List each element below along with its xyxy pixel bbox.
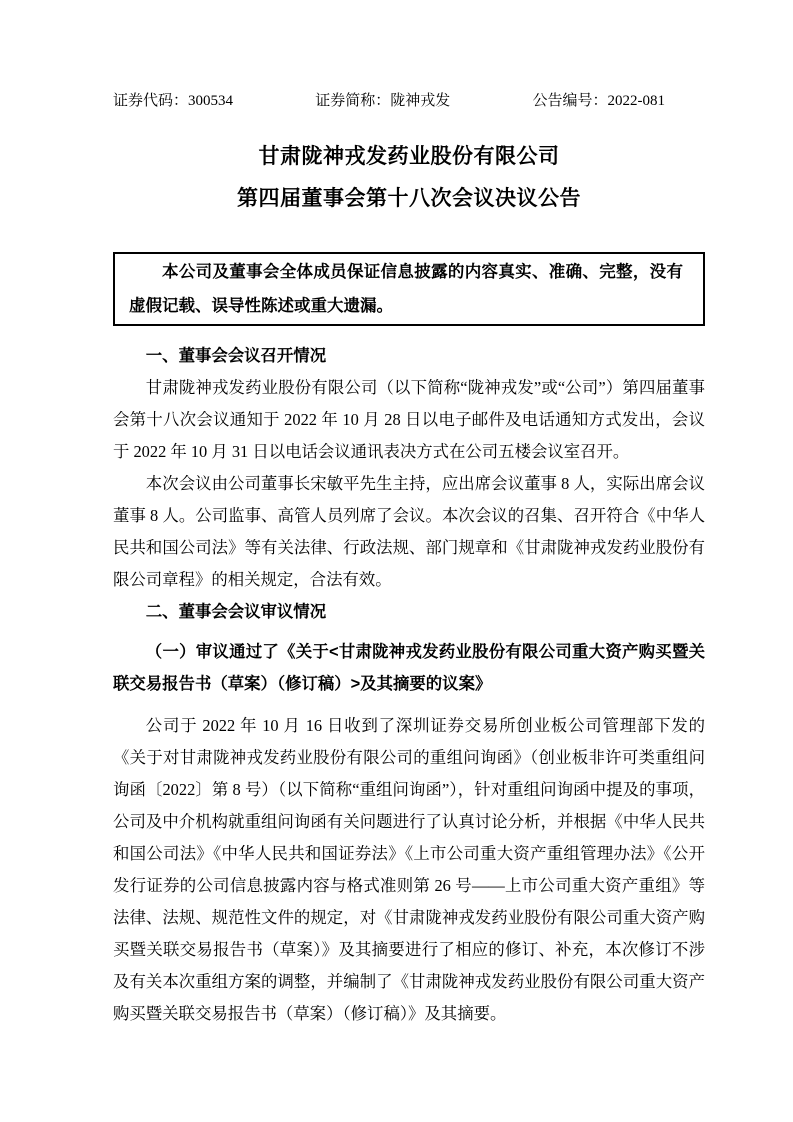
stock-code: 证券代码：300534 bbox=[113, 93, 234, 109]
section-2-item-1-paragraph: 公司于 2022 年 10 月 16 日收到了深圳证券交易所创业板公司管理部下发的《关于对甘肃陇神戎发药业股份有限公司的重组问询函》（创业板非许可类重组问询函〔2022〕第 8 号）（以下简称“重组问询函”），针对重组问询函中提及的事项，公司及中介机构就重组问询函有关问题进行了认真讨论分析，并根据《中华人民共和国公司法》《中华人民共和国证券法》《上市公司重大资产重组管理办法》《公开发行证券的公司信息披露内容与格式准则第 26 号——上市公司重大资产重组》等法律、法规、规范性文件的规定，对《甘肃陇神戎发药业股份有限公司重大资产购买暨关联交易报告书（草案）》及其摘要进行了相应的修订、补充，本次修订不涉及有关本次重组方案的调整，并编制了《甘肃陇神戎发药业股份有限公司重大资产购买暨关联交易报告书（草案）（修订稿）》及其摘要。 bbox=[113, 716, 705, 1023]
announcement-number: 公告编号：2022-081 bbox=[532, 93, 665, 109]
section-1-paragraph-1: 甘肃陇神戎发药业股份有限公司（以下简称“陇神戎发”或“公司”）第四届董事会第十八次会议通知于 2022 年 10 月 28 日以电子邮件及电话通知方式发出，会议于 2022 年 10 月 31 日以电话会议通讯表决方式在公司五楼会议室召开。 bbox=[113, 378, 705, 461]
disclaimer-box bbox=[113, 252, 705, 326]
company-name-title-line: 甘肃陇神戎发药业股份有限公司 bbox=[258, 145, 560, 168]
section-1-paragraph-2: 本次会议由公司董事长宋敏平先生主持，应出席会议董事 8 人，实际出席会议董事 8 人。公司监事、高管人员列席了会议。本次会议的召集、召开符合《中华人民共和国公司法》等有关法律、行政法规、部门规章和《甘肃陇神戎发药业股份有限公司章程》的相关规定，合法有效。 bbox=[113, 474, 705, 589]
document-meta-header bbox=[113, 90, 705, 112]
section-1-heading: 一、董事会会议召开情况 bbox=[145, 347, 327, 365]
document-body bbox=[113, 340, 705, 1030]
document-title bbox=[113, 136, 705, 220]
section-2-item-1-heading: （一）审议通过了《关于<甘肃陇神戎发药业股份有限公司重大资产购买暨关联交易报告书（草案）（修订稿）>及其摘要的议案》 bbox=[113, 643, 705, 693]
stock-abbr: 证券简称：陇神戎发 bbox=[315, 93, 451, 109]
meeting-title-line: 第四届董事会第十八次会议决议公告 bbox=[237, 187, 581, 210]
disclaimer-text: 本公司及董事会全体成员保证信息披露的内容真实、准确、完整，没有虚假记载、误导性陈述或重大遗漏。 bbox=[129, 263, 683, 315]
section-2-heading: 二、董事会会议审议情况 bbox=[145, 603, 327, 621]
